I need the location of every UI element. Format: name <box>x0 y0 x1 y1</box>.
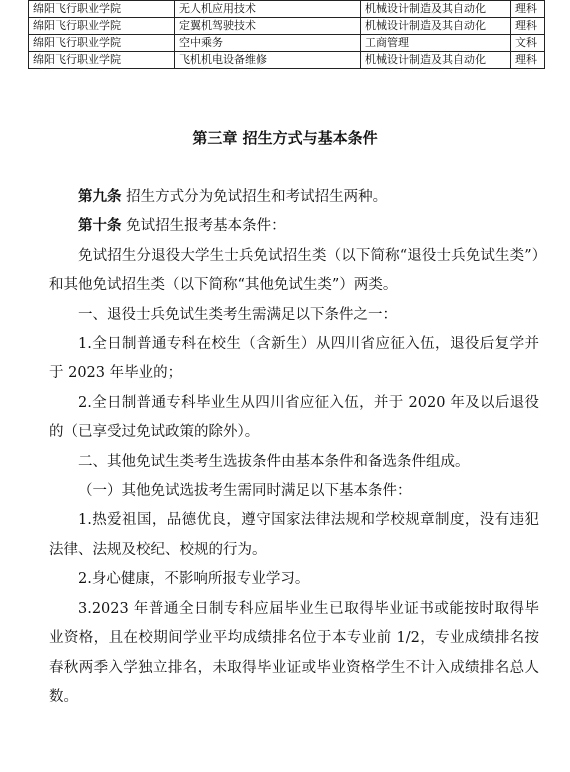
school-cell: 绵阳飞行职业学院 <box>29 52 175 69</box>
article-10 <box>49 212 539 241</box>
chapter-title: 第三章 招生方式与基本条件 <box>192 129 378 147</box>
subject-cell: 理科 <box>511 52 545 69</box>
paragraph: （一）其他免试选拔考生需同时满足以下基本条件： <box>78 483 412 500</box>
table-row <box>29 35 545 52</box>
major-cell: 空中乘务 <box>175 35 361 52</box>
article-9-label: 第九条 <box>78 189 122 205</box>
body-text <box>49 183 539 712</box>
table-row <box>29 52 545 69</box>
category-cell: 机械设计制造及其自动化 <box>361 18 511 35</box>
article-10-label: 第十条 <box>78 218 122 235</box>
category-cell: 机械设计制造及其自动化 <box>361 52 511 69</box>
paragraph: 2.身心健康，不影响所报专业学习。 <box>78 571 310 588</box>
major-cell: 无人机应用技术 <box>175 1 361 18</box>
subject-cell: 文科 <box>511 35 545 52</box>
table-row <box>29 1 545 18</box>
article-9-text: 招生方式分为免试招生和考试招生两种。 <box>121 189 388 205</box>
category-cell: 机械设计制造及其自动化 <box>361 1 511 18</box>
paragraph: 3.2023 年普通全日制专科应届毕业生已取得毕业证书或能按时取得毕业资格，且在校期间学业平均成绩排名位于本专业前 1/2，专业成绩排名按春秋两季入学独立排名，未取得毕业证或毕业资格学生不计入成绩排名总人数。 <box>49 600 539 705</box>
paragraph: 1.热爱祖国，品德优良，遵守国家法律法规和学校规章制度，没有违犯法律、法规及校纪、校规的行为。 <box>49 512 539 558</box>
article-9 <box>49 183 539 212</box>
school-cell: 绵阳飞行职业学院 <box>29 18 175 35</box>
paragraph: 1.全日制普通专科在校生（含新生）从四川省应征入伍，退役后复学并于 2023 年毕业的； <box>49 336 539 382</box>
subject-cell: 理科 <box>511 1 545 18</box>
paragraph: 免试招生分退役大学生士兵免试招生类（以下简称“退役士兵免试生类”）和其他免试招生类（以下简称“其他免试生类”）两类。 <box>49 247 539 294</box>
school-cell: 绵阳飞行职业学院 <box>29 35 175 52</box>
category-cell: 工商管理 <box>361 35 511 52</box>
paragraph: 一、退役士兵免试生类考生需满足以下条件之一： <box>78 306 397 323</box>
major-cell: 定翼机驾驶技术 <box>175 18 361 35</box>
subject-cell: 理科 <box>511 18 545 35</box>
paragraph: 2.全日制普通专科毕业生从四川省应征入伍，并于 2020 年及以后退役的（已享受过免试政策的除外）。 <box>49 394 539 441</box>
major-cell: 飞机机电设备维修 <box>175 52 361 69</box>
table-row <box>29 18 545 35</box>
school-cell: 绵阳飞行职业学院 <box>29 1 175 18</box>
majors-table <box>28 0 545 69</box>
article-10-text: 免试招生报考基本条件： <box>121 218 286 235</box>
paragraph: 二、其他免试生类考生选拔条件由基本条件和备选条件组成。 <box>78 453 470 470</box>
